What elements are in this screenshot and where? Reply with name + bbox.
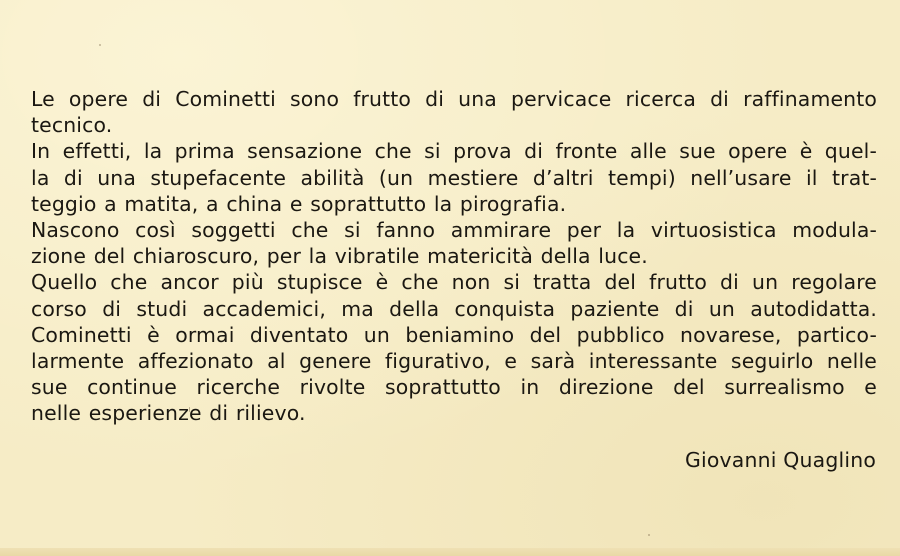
text-line: Cominetti è ormai diventato un beniamino del pubblico novarese, partico- xyxy=(31,322,877,347)
text-line: la di una stupefacente abilità (un mestiere d’altri tempi) nell’usare il trat- xyxy=(31,165,877,190)
text-line: nelle esperienze di rilievo. xyxy=(31,401,306,426)
text-line: Le opere di Cominetti sono frutto di una pervicace ricerca di raffinamento xyxy=(31,87,877,111)
text-line: tecnico. xyxy=(31,113,113,138)
author-signature: Giovanni Quaglino xyxy=(684,448,876,472)
text-line: Quello che ancor più stupisce è che non si tratta del frutto di un regolare xyxy=(31,270,877,295)
paper-edge xyxy=(0,548,900,556)
paper-speck xyxy=(99,44,101,46)
text-line: sue continue ricerche rivolte soprattutto in direzione del surrealismo e xyxy=(31,375,877,400)
text-line: larmente affezionato al genere figurativo, e sarà interessante seguirlo nelle xyxy=(31,348,877,373)
text-line: In effetti, la prima sensazione che si prova di fronte alle sue opere è quel- xyxy=(31,139,877,164)
text-line: zione del chiaroscuro, per la vibratile matericità della luce. xyxy=(31,244,648,269)
paper-speck xyxy=(648,534,650,536)
text-line: Nascono così soggetti che si fanno ammirare per la virtuosistica modula- xyxy=(31,217,877,242)
text-line: teggio a matita, a china e soprattutto la pirografia. xyxy=(31,191,567,216)
text-line: corso di studi accademici, ma della conquista paziente di un autodidatta. xyxy=(31,296,877,321)
body-text xyxy=(31,86,877,426)
